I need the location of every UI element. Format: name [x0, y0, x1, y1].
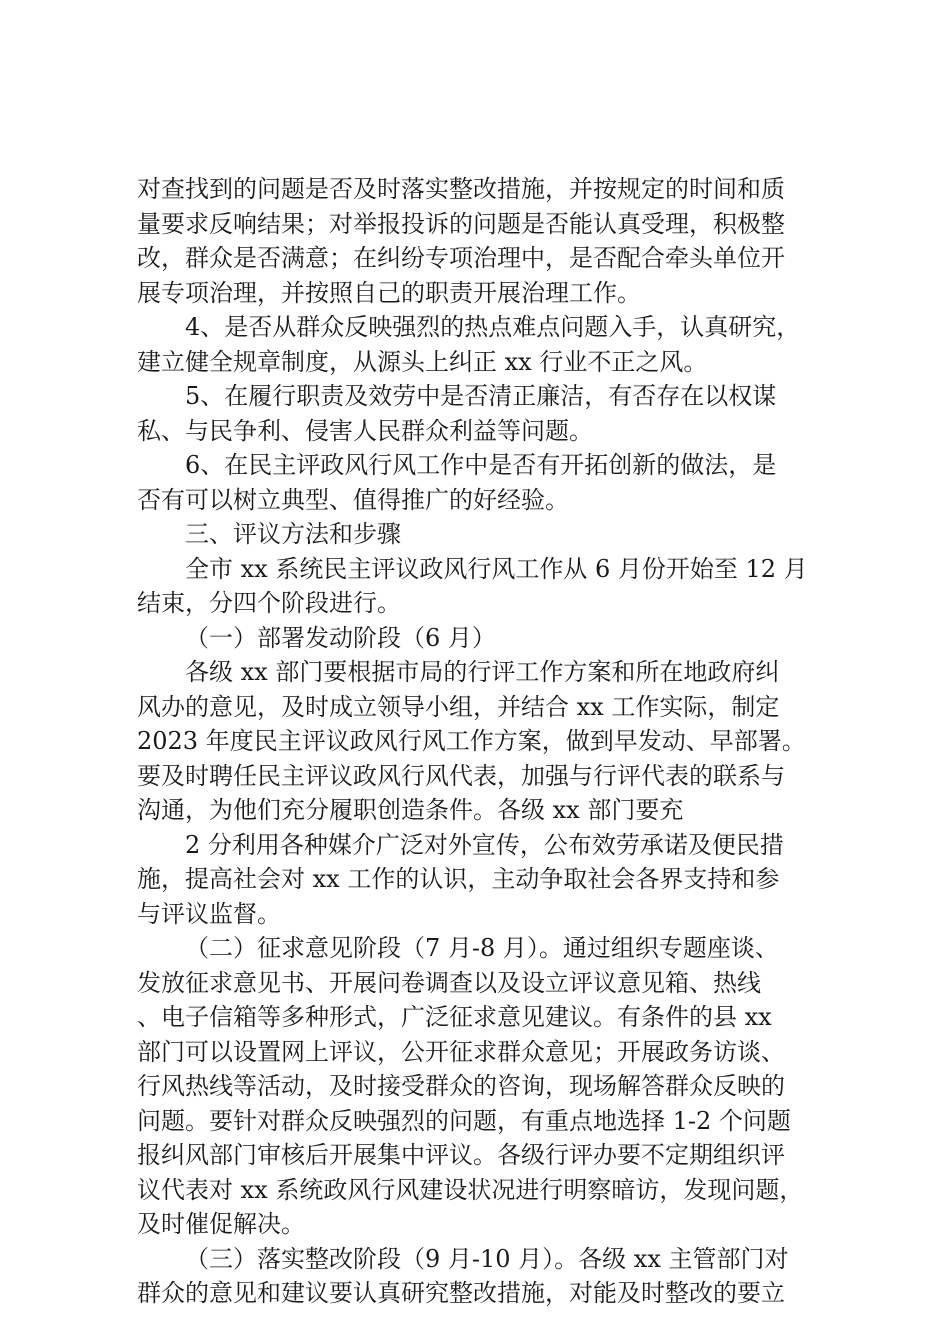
text-line: 2 分利用各种媒介广泛对外宣传，公布效劳承诺及便民措	[185, 830, 784, 859]
text-line: 量要求反响结果；对举报投诉的问题是否能认真受理，积极整	[137, 209, 785, 238]
text-line: 风办的意见，及时成立领导小组，并结合 xx 工作实际，制定	[137, 692, 780, 721]
text-line: 沟通，为他们充分履职创造条件。各级 xx 部门要充	[137, 796, 684, 824]
text-line: 问题。要针对群众反映强烈的问题，有重点地选择 1-2 个问题	[137, 1106, 791, 1135]
text-line: 私、与民争利、侵害人民群众利益等问题。	[137, 416, 593, 445]
text-line: 与评议监督。	[137, 899, 281, 928]
text-line: 6、在民主评政风行风工作中是否有开拓创新的做法，是	[185, 451, 777, 479]
text-line: 展专项治理，并按照自己的职责开展治理工作。	[137, 278, 641, 307]
text-line: 改，群众是否满意；在纠纷专项治理中，是否配合牵头单位开	[137, 244, 785, 272]
text-line: （三）落实整改阶段（9 月-10 月）。各级 xx 主管部门对	[185, 1244, 789, 1273]
text-line: 5、在履行职责及效劳中是否清正廉洁，有否存在以权谋	[185, 382, 777, 410]
text-line: 建立健全规章制度，从源头上纠正 xx 行业不正之风。	[137, 347, 708, 376]
text-line: 部门可以设置网上评议，公开征求群众意见；开展政务访谈、	[137, 1037, 785, 1066]
text-line: 结束，分四个阶段进行。	[137, 589, 401, 617]
section-heading: 三、评议方法和步骤	[185, 520, 401, 548]
text-line: 全市 xx 系统民主评议政风行风工作从 6 月份开始至 12 月	[185, 554, 808, 583]
text-line: （二）征求意见阶段（7 月-8 月）。通过组织专题座谈、	[185, 934, 779, 962]
document-body	[137, 172, 827, 1311]
text-line: 各级 xx 部门要根据市局的行评工作方案和所在地政府纠	[185, 658, 780, 686]
text-line: 要及时聘任民主评议政风行风代表，加强与行评代表的联系与	[137, 761, 785, 790]
text-line: 行风热线等活动，及时接受群众的咨询，现场解答群众反映的	[137, 1072, 785, 1100]
subsection-heading: （一）部署发动阶段（6 月）	[185, 623, 496, 652]
text-line: 议代表对 xx 系统政风行风建设状况进行明察暗访，发现问题，	[137, 1175, 804, 1204]
text-line: 、电子信箱等多种形式，广泛征求意见建议。有条件的县 xx	[137, 1003, 772, 1031]
text-line: 2023 年度民主评议政风行风工作方案，做到早发动、早部署。	[137, 727, 806, 755]
text-line: 报纠风部门审核后开展集中评议。各级行评办要不定期组织评	[137, 1141, 785, 1169]
text-line: 施，提高社会对 xx 工作的认识，主动争取社会各界支持和参	[137, 865, 780, 893]
text-line: 否有可以树立典型、值得推广的好经验。	[137, 485, 569, 514]
text-line: 4、是否从群众反映强烈的热点难点问题入手，认真研究，	[185, 313, 801, 341]
text-line: 群众的意见和建议要认真研究整改措施，对能及时整改的要立	[137, 1279, 785, 1307]
text-line: 对查找到的问题是否及时落实整改措施，并按规定的时间和质	[137, 175, 785, 203]
text-line: 发放征求意见书、开展问卷调查以及设立评议意见箱、热线	[137, 968, 761, 997]
text-line: 及时催促解决。	[137, 1210, 305, 1238]
